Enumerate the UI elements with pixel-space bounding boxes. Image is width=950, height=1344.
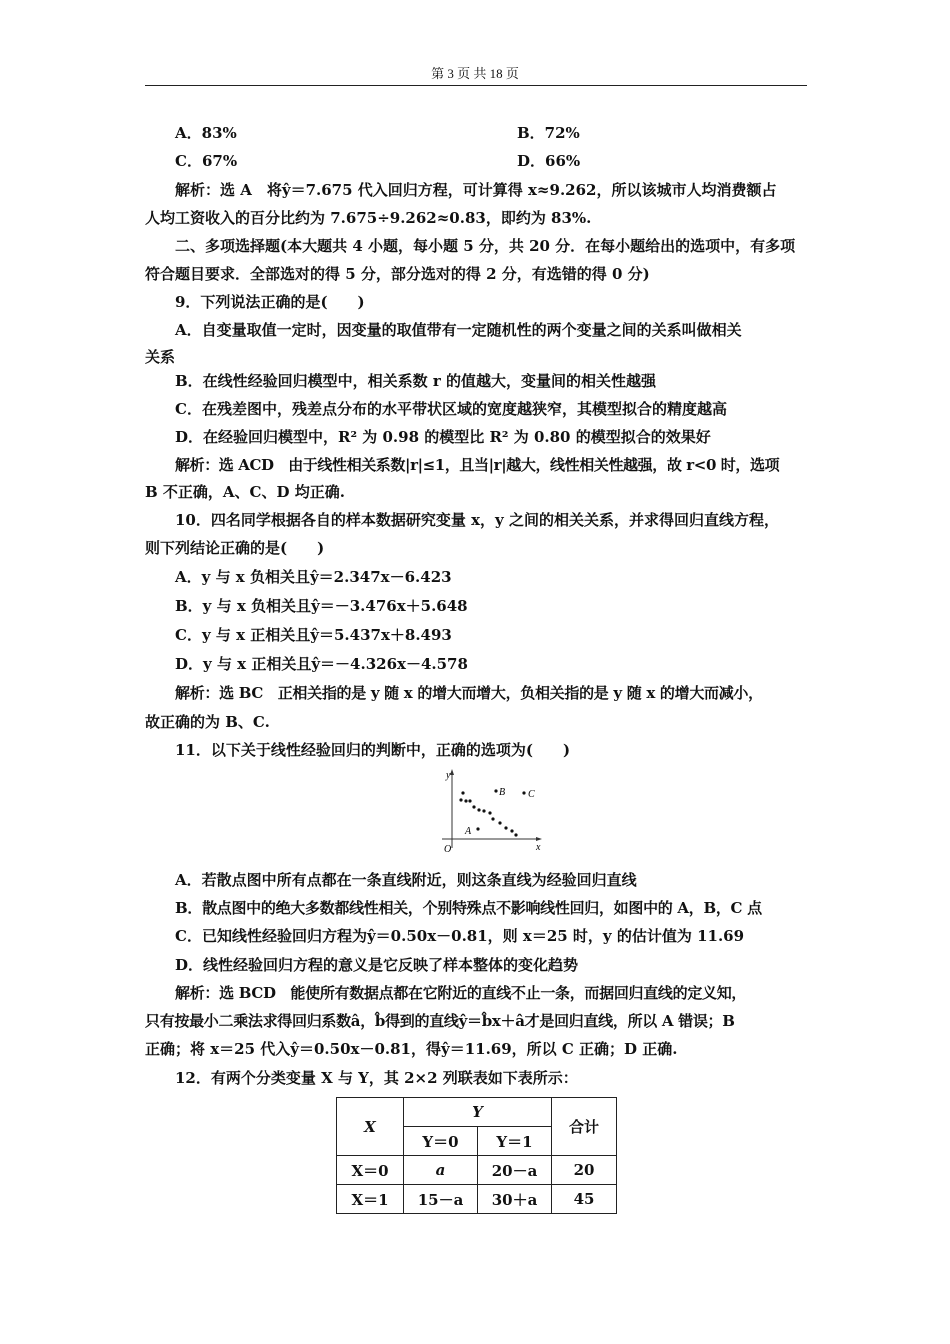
q12-stem: 12．有两个分类变量 X 与 Y，其 2×2 列联表如下表所示： [175,1069,578,1087]
q11-solution-line1: 解析：选 BCD 能使所有数据点都在它附近的直线不止一条，而据回归直线的定义知， [175,984,747,1002]
q8-option-b: B．72% [517,124,580,142]
q8-solution-line2: 人均工资收入的百分比约为 7.675÷9.262≈0.83，即约为 83%. [145,209,592,227]
cell-total: 45 [552,1185,617,1214]
header-y-eq-0: Y＝0 [404,1127,478,1156]
cell: 15－a [404,1185,478,1214]
q9-option-a-line1: A．自变量取值一定时，因变量的取值带有一定随机性的两个变量之间的关系叫做相关 [175,321,742,339]
q9-option-a-line2: 关系 [145,348,176,366]
header-x: X [337,1098,404,1156]
y-axis-arrow [450,769,454,775]
q10-solution-line2: 故正确的为 B、C. [145,713,270,731]
table-row [337,1156,617,1185]
q11-option-d: D．线性经验回归方程的意义是它反映了样本整体的变化趋势 [175,956,579,974]
table-row [337,1185,617,1214]
q9-option-d: D．在经验回归模型中，R² 为 0.98 的模型比 R² 为 0.80 的模型拟合的效果好 [175,428,711,446]
scatter-point [468,799,471,802]
point-b-label: B [499,787,506,798]
row-label-x-eq-1: X＝1 [337,1185,404,1214]
header-y: Y [404,1098,552,1127]
q9-option-b: B．在线性经验回归模型中，相关系数 r 的值越大，变量间的相关性越强 [175,372,657,390]
scatter-point [482,809,485,812]
cell: a [404,1156,478,1185]
q10-stem-line1: 10．四名同学根据各自的样本数据研究变量 x，y 之间的相关关系，并求得回归直线方程， [175,511,779,529]
scatter-point [459,798,462,801]
scatter-point [477,808,480,811]
q11-solution-line3: 正确；将 x＝25 代入ŷ＝0.50x－0.81，得ŷ＝11.69，所以 C 正确；D 正确. [145,1040,678,1058]
q11-option-a: A．若散点图中所有点都在一条直线附近，则这条直线为经验回归直线 [175,871,637,889]
point-b [494,789,497,792]
scatter-point [464,799,467,802]
y-axis-label: y [446,770,451,781]
row-label-x-eq-0: X＝0 [337,1156,404,1185]
scatter-point [510,829,513,832]
point-c [522,791,525,794]
q8-option-d: D．66% [517,152,581,170]
q8-option-c: C．67% [175,152,238,170]
scatter-point [514,833,517,836]
section2-heading-line2: 符合题目要求．全部选对的得 5 分，部分选对的得 2 分，有选错的得 0 分) [145,265,650,283]
q11-option-b: B．散点图中的绝大多数都线性相关，个别特殊点不影响线性回归，如图中的 A，B，C 点 [175,899,762,917]
scatter-point [504,826,507,829]
scatter-point [461,791,464,794]
cell: 30＋a [478,1185,552,1214]
scatter-point [472,805,475,808]
q10-option-b: B．y 与 x 负相关且ŷ＝－3.476x＋5.648 [175,597,468,615]
q8-solution-line1: 解析：选 A 将ŷ＝7.675 代入回归方程，可计算得 x≈9.262，所以该城市人均消费额占 [175,181,777,199]
header-y-eq-1: Y＝1 [478,1127,552,1156]
x-axis-arrow [536,837,542,841]
point-c-label: C [528,789,535,800]
origin-label: O [444,844,452,855]
q10-stem-line2: 则下列结论正确的是( ) [145,539,325,557]
cell-total: 20 [552,1156,617,1185]
point-a [476,827,479,830]
section2-heading-line1: 二、多项选择题(本大题共 4 小题，每小题 5 分，共 20 分．在每小题给出的选项中，有多项 [175,237,796,255]
q10-option-d: D．y 与 x 正相关且ŷ＝－4.326x－4.578 [175,655,468,673]
header-total: 合计 [552,1098,617,1156]
q9-solution-line1: 解析：选 ACD 由于线性相关系数|r|≤1，且当|r|越大，线性相关性越强，故 r<0 时，选项 [175,456,780,474]
scatter-point [491,817,494,820]
q11-solution-line2: 只有按最小二乘法求得回归系数â，b̂得到的直线ŷ＝b̂x＋â才是回归直线，所以 A 错误；B [145,1012,735,1030]
q9-stem: 9．下列说法正确的是( ) [175,293,365,311]
contingency-table [336,1097,617,1214]
q10-solution-line1: 解析：选 BC 正相关指的是 y 随 x 的增大而增大，负相关指的是 y 随 x 的增大而减小， [175,684,763,702]
cell: 20－a [478,1156,552,1185]
q11-stem: 11．以下关于线性经验回归的判断中，正确的选项为( ) [175,741,571,759]
header-rule [145,85,807,86]
point-a-label: A [465,826,472,837]
q9-solution-line2: B 不正确，A、C、D 均正确. [145,483,345,501]
scatter-point [488,811,491,814]
q9-option-c: C．在残差图中，残差点分布的水平带状区域的宽度越狭窄，其模型拟合的精度越高 [175,400,727,418]
x-axis-label: x [536,842,541,853]
q10-option-c: C．y 与 x 正相关且ŷ＝5.437x＋8.493 [175,626,452,644]
page-header: 第 3 页 共 18 页 [431,66,519,81]
scatter-point [498,821,501,824]
scatter-plot-figure [436,766,546,858]
q11-option-c: C．已知线性经验回归方程为ŷ＝0.50x－0.81，则 x＝25 时，y 的估计值为 11.69 [175,927,745,945]
q10-option-a: A．y 与 x 负相关且ŷ＝2.347x－6.423 [175,568,452,586]
q8-option-a: A．83% [175,124,237,142]
